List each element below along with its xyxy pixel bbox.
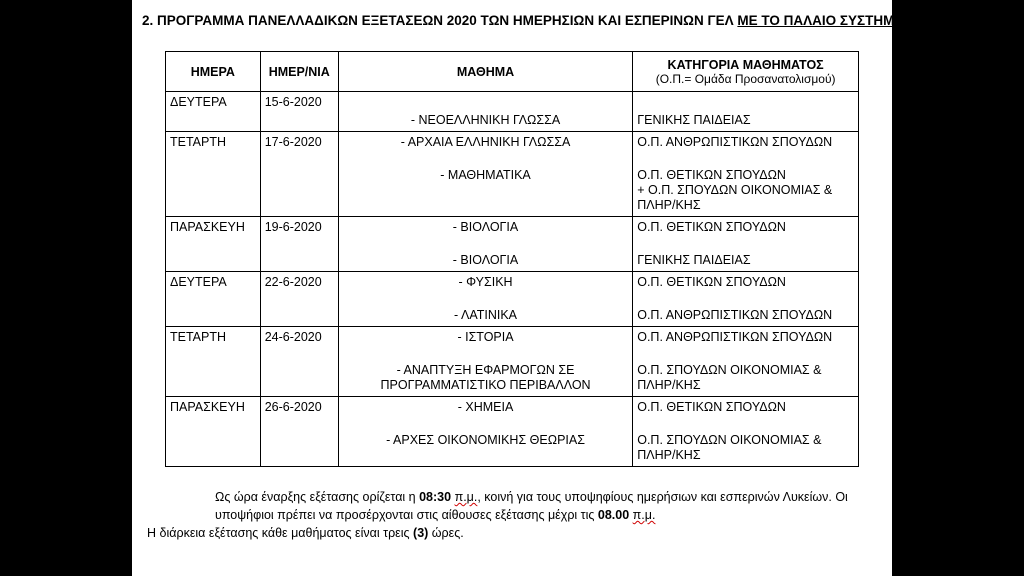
subject-entry: - ΒΙΟΛΟΓΙΑ — [452, 220, 519, 234]
category-entry: Ο.Π. ΑΝΘΡΩΠΙΣΤΙΚΩΝ ΣΠΟΥΔΩΝ — [637, 135, 833, 149]
note-text: Η διάρκεια εξέτασης κάθε μαθήματος είναι τρεις — [147, 526, 414, 540]
header-date: ΗΜΕΡ/ΝΙΑ — [260, 52, 338, 92]
note-paragraph — [147, 488, 882, 524]
subject-entry: - ΑΡΧΕΣ ΟΙΚΟΝΟΜΙΚΗΣ ΘΕΩΡΙΑΣ — [386, 433, 585, 447]
document-page — [132, 0, 905, 576]
row-day: ΔΕΥΤΕΡΑ — [166, 92, 261, 132]
start-time: 08:30 — [419, 490, 452, 504]
row-subjects — [338, 272, 632, 327]
category-entry: Ο.Π. ΘΕΤΙΚΩΝ ΣΠΟΥΔΩΝ — [637, 220, 786, 234]
note-duration — [147, 524, 882, 542]
category-entry: Ο.Π. ΘΕΤΙΚΩΝ ΣΠΟΥΔΩΝ — [637, 168, 786, 182]
category-entry: ΠΛΗΡ/ΚΗΣ — [637, 198, 701, 212]
header-category-label: ΚΑΤΗΓΟΡΙΑ ΜΑΘΗΜΑΤΟΣ — [667, 57, 824, 72]
category-entry: Ο.Π. ΣΠΟΥΔΩΝ ΟΙΚΟΝΟΜΙΑΣ & — [637, 433, 822, 447]
row-date: 15-6-2020 — [260, 92, 338, 132]
row-categories — [633, 397, 859, 467]
exam-schedule-table — [165, 51, 859, 467]
time-suffix: π.μ. — [454, 490, 478, 504]
row-day: ΤΕΤΑΡΤΗ — [166, 327, 261, 397]
subject-entry: - ΧΗΜΕΙΑ — [457, 400, 514, 414]
category-entry: Ο.Π. ΑΝΘΡΩΠΙΣΤΙΚΩΝ ΣΠΟΥΔΩΝ — [637, 308, 833, 322]
row-date: 17-6-2020 — [260, 132, 338, 217]
table-row — [166, 272, 859, 327]
row-categories — [633, 92, 859, 132]
row-day: ΔΕΥΤΕΡΑ — [166, 272, 261, 327]
row-day: ΠΑΡΑΣΚΕΥΗ — [166, 217, 261, 272]
row-subjects — [338, 217, 632, 272]
subject-entry: - ΑΝΑΠΤΥΞΗ ΕΦΑΡΜΟΓΩΝ ΣΕ — [396, 363, 575, 377]
title-text: 2. ΠΡΟΓΡΑΜΜΑ ΠΑΝΕΛΛΑΔΙΚΩΝ ΕΞΕΤΑΣΕΩΝ 2020 ΤΩΝ ΗΜΕΡΗΣΙΩΝ ΚΑΙ ΕΣΠΕΡΙΝΩΝ ΓΕΛ — [142, 13, 738, 28]
note-text: Ως ώρα έναρξης εξέτασης ορίζεται η — [215, 490, 420, 504]
header-category-note: (Ο.Π.= Ομάδα Προσανατολισμού) — [655, 71, 836, 86]
table-row — [166, 397, 859, 467]
category-entry: ΠΛΗΡ/ΚΗΣ — [637, 448, 701, 462]
subject-entry: - ΝΕΟΕΛΛΗΝΙΚΗ ΓΛΩΣΣΑ — [410, 113, 561, 127]
subject-entry: - ΜΑΘΗΜΑΤΙΚΑ — [440, 168, 531, 182]
table-header-row — [166, 52, 859, 92]
row-date: 24-6-2020 — [260, 327, 338, 397]
row-date: 22-6-2020 — [260, 272, 338, 327]
category-entry: Ο.Π. ΑΝΘΡΩΠΙΣΤΙΚΩΝ ΣΠΟΥΔΩΝ — [637, 330, 833, 344]
title-underlined-text: ΜΕ ΤΟ ΠΑΛΑΙΟ ΣΥΣΤΗΜΑ — [737, 13, 905, 28]
subject-entry: - ΙΣΤΟΡΙΑ — [457, 330, 514, 344]
note-text: , κοινή για τους υποψηφίους ημερήσιων και εσπερινών Λυκείων. Οι υποψήφιοι πρέπει να προσέρχονται στις αίθουσες εξέτασης μέχρι τις — [215, 490, 848, 522]
category-entry: Ο.Π. ΘΕΤΙΚΩΝ ΣΠΟΥΔΩΝ — [637, 400, 786, 414]
row-categories — [633, 327, 859, 397]
row-categories — [633, 272, 859, 327]
subject-entry: - ΛΑΤΙΝΙΚΑ — [454, 308, 518, 322]
table-row — [166, 92, 859, 132]
row-date: 19-6-2020 — [260, 217, 338, 272]
row-subjects — [338, 132, 632, 217]
subject-entry: - ΦΥΣΙΚΗ — [458, 275, 513, 289]
category-entry: ΠΛΗΡ/ΚΗΣ — [637, 378, 701, 392]
subject-entry: - ΒΙΟΛΟΓΙΑ — [452, 253, 519, 267]
note-text: ώρες. — [428, 526, 464, 540]
row-subjects — [338, 397, 632, 467]
category-entry: Ο.Π. ΣΠΟΥΔΩΝ ΟΙΚΟΝΟΜΙΑΣ & — [637, 363, 822, 377]
header-category — [633, 52, 859, 92]
time-suffix: π.μ. — [632, 508, 656, 522]
row-day: ΤΕΤΑΡΤΗ — [166, 132, 261, 217]
table-row — [166, 132, 859, 217]
category-entry: ΓΕΝΙΚΗΣ ΠΑΙΔΕΙΑΣ — [637, 113, 751, 127]
header-day: ΗΜΕΡΑ — [166, 52, 261, 92]
row-day: ΠΑΡΑΣΚΕΥΗ — [166, 397, 261, 467]
row-categories — [633, 132, 859, 217]
category-entry: Ο.Π. ΘΕΤΙΚΩΝ ΣΠΟΥΔΩΝ — [637, 275, 786, 289]
category-entry: ΓΕΝΙΚΗΣ ΠΑΙΔΕΙΑΣ — [637, 253, 751, 267]
exam-notes — [147, 488, 882, 542]
category-entry: + Ο.Π. ΣΠΟΥΔΩΝ ΟΙΚΟΝΟΜΙΑΣ & — [637, 183, 833, 197]
subject-entry: ΠΡΟΓΡΑΜΜΑΤΙΣΤΙΚΟ ΠΕΡΙΒΑΛΛΟΝ — [380, 378, 591, 392]
document-title — [142, 13, 904, 28]
duration-hours: (3) — [413, 526, 429, 540]
row-subjects — [338, 92, 632, 132]
arrival-time: 08.00 — [597, 508, 630, 522]
table-row — [166, 217, 859, 272]
row-subjects — [338, 327, 632, 397]
row-date: 26-6-2020 — [260, 397, 338, 467]
header-subject: ΜΑΘΗΜΑ — [338, 52, 632, 92]
row-categories — [633, 217, 859, 272]
table-row — [166, 327, 859, 397]
subject-entry: - ΑΡΧΑΙΑ ΕΛΛΗΝΙΚΗ ΓΛΩΣΣΑ — [400, 135, 571, 149]
